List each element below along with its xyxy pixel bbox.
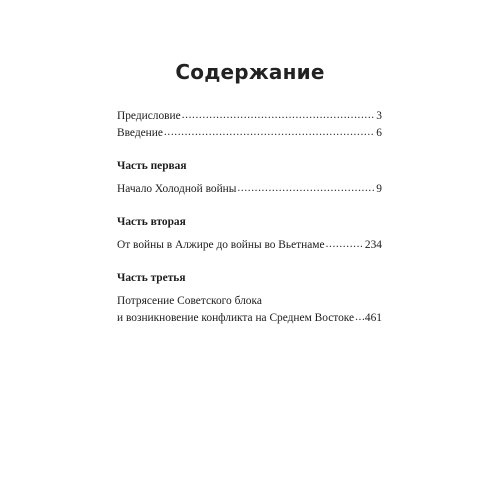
toc-entry-preface[interactable] bbox=[117, 108, 382, 125]
toc-entry-label-line1: Потрясение Советского блока bbox=[117, 295, 262, 307]
toc-entry-introduction[interactable] bbox=[117, 125, 382, 142]
part-heading-one: Часть первая bbox=[117, 160, 187, 172]
leader-dots bbox=[355, 309, 364, 326]
toc-entry-label: Начало Холодной войны bbox=[117, 183, 237, 195]
toc-entry-label: Предисловие bbox=[117, 110, 181, 122]
toc-entry-part-two[interactable] bbox=[117, 237, 382, 254]
part-heading-three: Часть третья bbox=[117, 272, 186, 284]
leader-dots bbox=[237, 180, 375, 197]
toc-entry-part-three[interactable] bbox=[117, 310, 382, 327]
toc-page-number: 234 bbox=[364, 239, 382, 251]
toc-entry-label: Введение bbox=[117, 127, 163, 139]
leader-dots bbox=[182, 107, 376, 124]
toc-page-number: 9 bbox=[376, 183, 382, 195]
toc-entry-label: От войны в Алжире до войны во Вьетнаме bbox=[117, 239, 325, 251]
toc-page-number: 461 bbox=[364, 312, 382, 324]
table-of-contents bbox=[117, 108, 382, 327]
toc-entry-label: и возникновение конфликта на Среднем Востоке bbox=[117, 312, 355, 324]
toc-page-number: 6 bbox=[376, 127, 382, 139]
part-heading-two: Часть вторая bbox=[117, 216, 186, 228]
toc-page-number: 3 bbox=[376, 110, 382, 122]
page-title: Содержание bbox=[175, 60, 325, 84]
leader-dots bbox=[164, 124, 375, 141]
leader-dots bbox=[326, 236, 364, 253]
toc-entry-part-one[interactable] bbox=[117, 181, 382, 198]
